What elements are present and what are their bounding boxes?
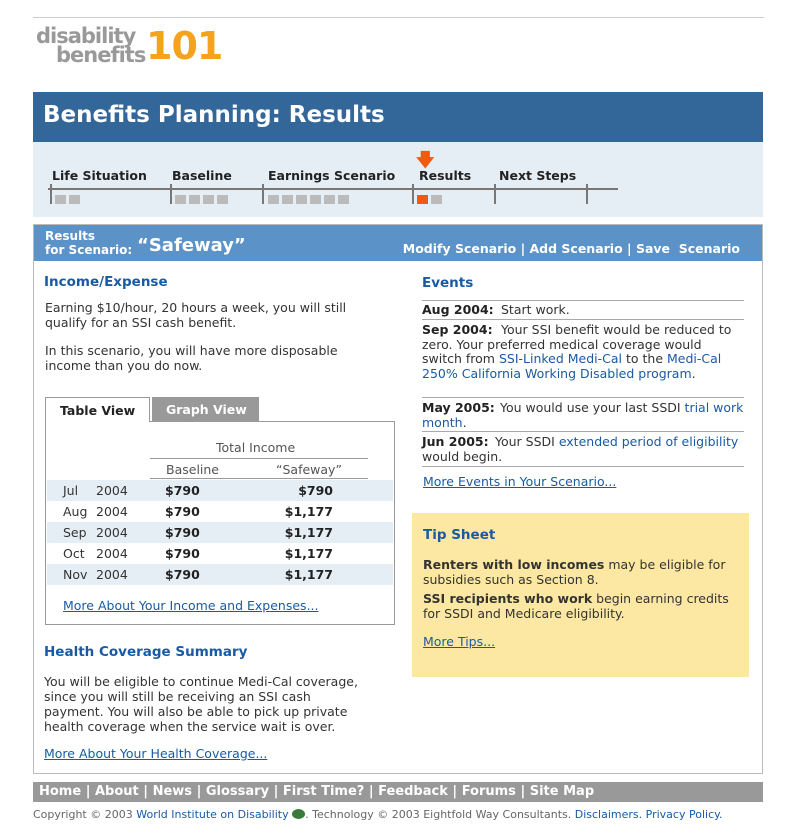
events-rule: [422, 319, 744, 320]
step-progress-square: [282, 195, 293, 204]
row-scenario: $790: [298, 483, 333, 498]
event-text-part: .: [462, 414, 467, 430]
tip-sheet: [412, 513, 749, 677]
step-progress-square: [296, 195, 307, 204]
step-progress-square-active: [417, 195, 428, 204]
event-date: Aug 2004:: [422, 302, 494, 317]
health-coverage-text: You will be eligible to continue Medi-Cal coverage, since you will still be receiving an SSI cash payment. You will also be able to pick up private health coverage when the service wait is over.: [44, 674, 358, 734]
tip-ssi-recipients: [423, 591, 743, 621]
tip-bold: Renters with low incomes: [423, 557, 605, 572]
logo-word-disability: disability: [36, 24, 136, 48]
step-progress-square: [338, 195, 349, 204]
row-baseline: $790: [165, 525, 200, 540]
row-year: 2004: [96, 525, 128, 540]
down-arrow-icon: 🡇: [416, 150, 435, 171]
more-health-link[interactable]: More About Your Health Coverage...: [44, 746, 268, 761]
tab-table-view[interactable]: Table View: [45, 397, 150, 422]
step-earnings-scenario[interactable]: Earnings Scenario: [268, 168, 396, 183]
ssi-linked-medi-cal-link[interactable]: SSI-Linked Medi-Cal: [498, 351, 623, 366]
results-header: [34, 225, 762, 261]
step-divider: [262, 184, 264, 204]
copyright-text: Copyright © 2003: [33, 808, 137, 821]
step-progress-square: [431, 195, 442, 204]
row-month: Nov: [63, 567, 88, 582]
step-progress-square: [324, 195, 335, 204]
wid-link[interactable]: World Institute on Disability: [136, 808, 289, 821]
logo-number: 101: [146, 24, 223, 68]
tab-graph-view[interactable]: Graph View: [152, 397, 259, 422]
event-text-part: Your SSDI: [495, 434, 559, 449]
footer-home-link[interactable]: Home: [39, 784, 82, 799]
more-tips-link[interactable]: More Tips...: [423, 634, 496, 649]
event-date: Sep 2004:: [422, 322, 493, 337]
row-baseline: $790: [165, 483, 200, 498]
row-year: 2004: [96, 504, 128, 519]
step-progress-square: [69, 195, 80, 204]
tip-text: may be eligible for subsidies such as Section 8.: [423, 557, 726, 587]
step-divider: [50, 184, 52, 204]
column-header-baseline: Baseline: [166, 462, 219, 477]
events-heading: Events: [422, 275, 474, 291]
progress-steps: [33, 142, 763, 217]
event-item: [422, 303, 744, 318]
footer-glossary-link[interactable]: Glossary: [205, 784, 270, 799]
event-text-part: to the: [622, 351, 668, 366]
event-text-part: You would use your last SSDI: [500, 400, 685, 415]
step-progress-square: [217, 195, 228, 204]
event-date: Jun 2005:: [422, 434, 489, 449]
tip-bold: SSI recipients who work: [423, 591, 593, 606]
events-rule: [422, 300, 744, 301]
row-year: 2004: [96, 483, 128, 498]
step-progress-square: [268, 195, 279, 204]
row-month: Jul: [63, 483, 79, 498]
footer-nav: Home | About | News | Glossary | First Time? | Feedback | Forums | Site Map: [33, 782, 763, 802]
event-item: [422, 323, 744, 381]
modify-scenario-link[interactable]: Modify Scenario: [402, 241, 517, 256]
more-events-link[interactable]: More Events in Your Scenario...: [423, 474, 617, 489]
tip-text: begin earning credits for SSDI and Medicare eligibility.: [423, 591, 729, 621]
events-rule: [422, 397, 744, 398]
event-item: [422, 401, 744, 430]
step-progress-square: [203, 195, 214, 204]
step-divider: [412, 184, 414, 204]
more-income-link[interactable]: More About Your Income and Expenses...: [63, 598, 319, 613]
income-comparison: In this scenario, you will have more disposable income than you do now.: [45, 343, 338, 373]
footer-forums-link[interactable]: Forums: [461, 784, 516, 799]
tip-renters: [423, 557, 743, 587]
income-table: [45, 421, 395, 625]
event-text: Start work.: [501, 302, 570, 317]
row-scenario: $1,177: [284, 504, 333, 519]
step-divider: [494, 184, 496, 204]
disclaimers-link[interactable]: Disclaimers.: [574, 808, 643, 821]
step-baseline[interactable]: Baseline: [172, 168, 232, 183]
row-month: Oct: [63, 546, 85, 561]
add-scenario-link[interactable]: Add Scenario: [529, 241, 623, 256]
row-scenario: $1,177: [284, 567, 333, 582]
footer-feedback-link[interactable]: Feedback: [378, 784, 448, 799]
table-row: [47, 522, 393, 543]
table-rule: [150, 478, 368, 479]
income-summary: Earning $10/hour, 20 hours a week, you will still qualify for an SSI cash benefit.: [45, 300, 347, 330]
event-date: May 2005:: [422, 400, 495, 415]
step-divider: [586, 184, 588, 204]
results-label-line2: for Scenario:: [45, 243, 133, 257]
tip-sheet-heading: Tip Sheet: [423, 527, 496, 543]
trial-work-month-link[interactable]: trial work month: [422, 400, 744, 430]
privacy-policy-link[interactable]: Privacy Policy.: [645, 808, 723, 821]
row-month: Aug: [63, 504, 88, 519]
event-text-part: Your SSI benefit would be reduced to zero. Your preferred medical coverage would switch from: [422, 322, 732, 366]
table-row: [47, 564, 393, 585]
step-next-steps[interactable]: Next Steps: [499, 168, 577, 183]
row-baseline: $790: [165, 546, 200, 561]
event-item: [422, 435, 744, 464]
scenario-actions: Modify Scenario | Add Scenario | Save Scenario: [402, 241, 740, 256]
events-rule: [422, 431, 744, 432]
column-header-scenario: “Safeway”: [276, 462, 342, 477]
footer-news-link[interactable]: News: [152, 784, 193, 799]
step-progress-square: [55, 195, 66, 204]
scenario-name: “Safeway”: [137, 235, 246, 256]
top-rule: [33, 17, 764, 18]
copyright-text: . Technology © 2003 Eightfold Way Consultants.: [305, 808, 572, 821]
step-divider: [170, 184, 172, 204]
copyright: [33, 808, 763, 821]
table-rule: [150, 458, 368, 459]
table-row: [47, 543, 393, 564]
medi-cal-250-link[interactable]: Medi-Cal 250% California Working Disabled program: [422, 351, 722, 381]
row-year: 2004: [96, 567, 128, 582]
events-rule: [422, 466, 744, 467]
row-scenario: $1,177: [284, 546, 333, 561]
table-row: [47, 480, 393, 501]
event-text-part: would begin.: [422, 448, 503, 464]
row-month: Sep: [63, 525, 87, 540]
footer-about-link[interactable]: About: [95, 784, 139, 799]
page-title: Benefits Planning: Results: [33, 92, 763, 142]
globe-icon: [292, 809, 305, 819]
table-title: Total Income: [216, 440, 296, 455]
row-baseline: $790: [165, 504, 200, 519]
health-coverage-heading: Health Coverage Summary: [44, 644, 248, 660]
footer-first-time-link[interactable]: First Time?: [282, 784, 365, 799]
income-expense-heading: Income/Expense: [44, 274, 168, 290]
row-scenario: $1,177: [284, 525, 333, 540]
row-baseline: $790: [165, 567, 200, 582]
step-progress-square: [310, 195, 321, 204]
results-label-line1: Results: [45, 229, 96, 243]
extended-period-eligibility-link[interactable]: extended period of eligibility: [558, 434, 739, 449]
table-row: [47, 501, 393, 522]
step-results[interactable]: Results: [419, 168, 472, 183]
step-progress-square: [175, 195, 186, 204]
logo-word-benefits: benefits: [56, 43, 146, 67]
results-label: [45, 229, 132, 257]
save-scenario-link[interactable]: Save Scenario: [635, 241, 740, 256]
steps-baseline: [48, 188, 618, 190]
site-logo[interactable]: [36, 24, 223, 68]
step-life-situation[interactable]: Life Situation: [52, 168, 147, 183]
footer-site-map-link[interactable]: Site Map: [529, 784, 595, 799]
row-year: 2004: [96, 546, 128, 561]
event-text-part: .: [691, 365, 696, 381]
step-progress-square: [189, 195, 200, 204]
